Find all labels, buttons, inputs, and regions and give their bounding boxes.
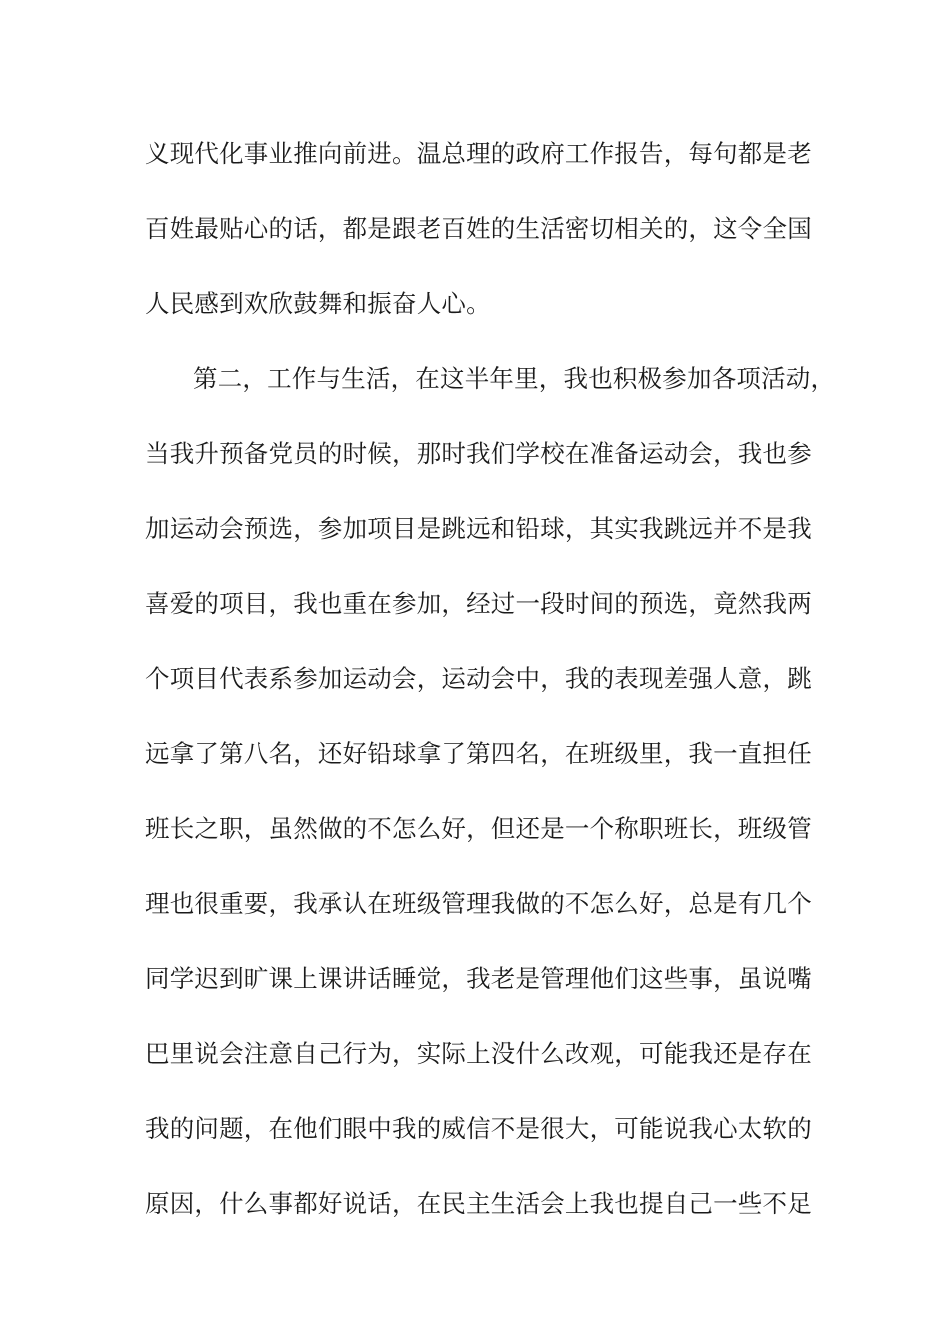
text-line: 百姓最贴心的话，都是跟老百姓的生活密切相关的，这令全国: [145, 214, 812, 243]
text-line: 原因，什么事都好说话，在民主生活会上我也提自己一些不足: [145, 1189, 812, 1218]
text-line: 加运动会预选，参加项目是跳远和铅球，其实我跳远并不是我: [145, 514, 812, 543]
text-line: 理也很重要，我承认在班级管理我做的不怎么好，总是有几个: [145, 889, 812, 918]
text-line: 人民感到欢欣鼓舞和振奋人心。: [145, 289, 491, 318]
text-line: 义现代化事业推向前进。温总理的政府工作报告，每句都是老: [145, 139, 812, 168]
paragraph-first-line: 第二，工作与生活，在这半年里，我也积极参加各项活动，: [193, 364, 836, 393]
text-line: 同学迟到旷课上课讲话睡觉，我老是管理他们这些事，虽说嘴: [145, 964, 812, 993]
text-line: 喜爱的项目，我也重在参加，经过一段时间的预选，竟然我两: [145, 589, 812, 618]
text-line: 个项目代表系参加运动会，运动会中，我的表现差强人意，跳: [145, 664, 812, 693]
text-line: 班长之职，虽然做的不怎么好，但还是一个称职班长，班级管: [145, 814, 812, 843]
text-line: 巴里说会注意自己行为，实际上没什么改观，可能我还是存在: [145, 1039, 812, 1068]
text-line: 我的问题，在他们眼中我的威信不是很大，可能说我心太软的: [145, 1114, 812, 1143]
text-line: 当我升预备党员的时候，那时我们学校在准备运动会，我也参: [145, 439, 812, 468]
text-line: 远拿了第八名，还好铅球拿了第四名，在班级里，我一直担任: [145, 739, 812, 768]
